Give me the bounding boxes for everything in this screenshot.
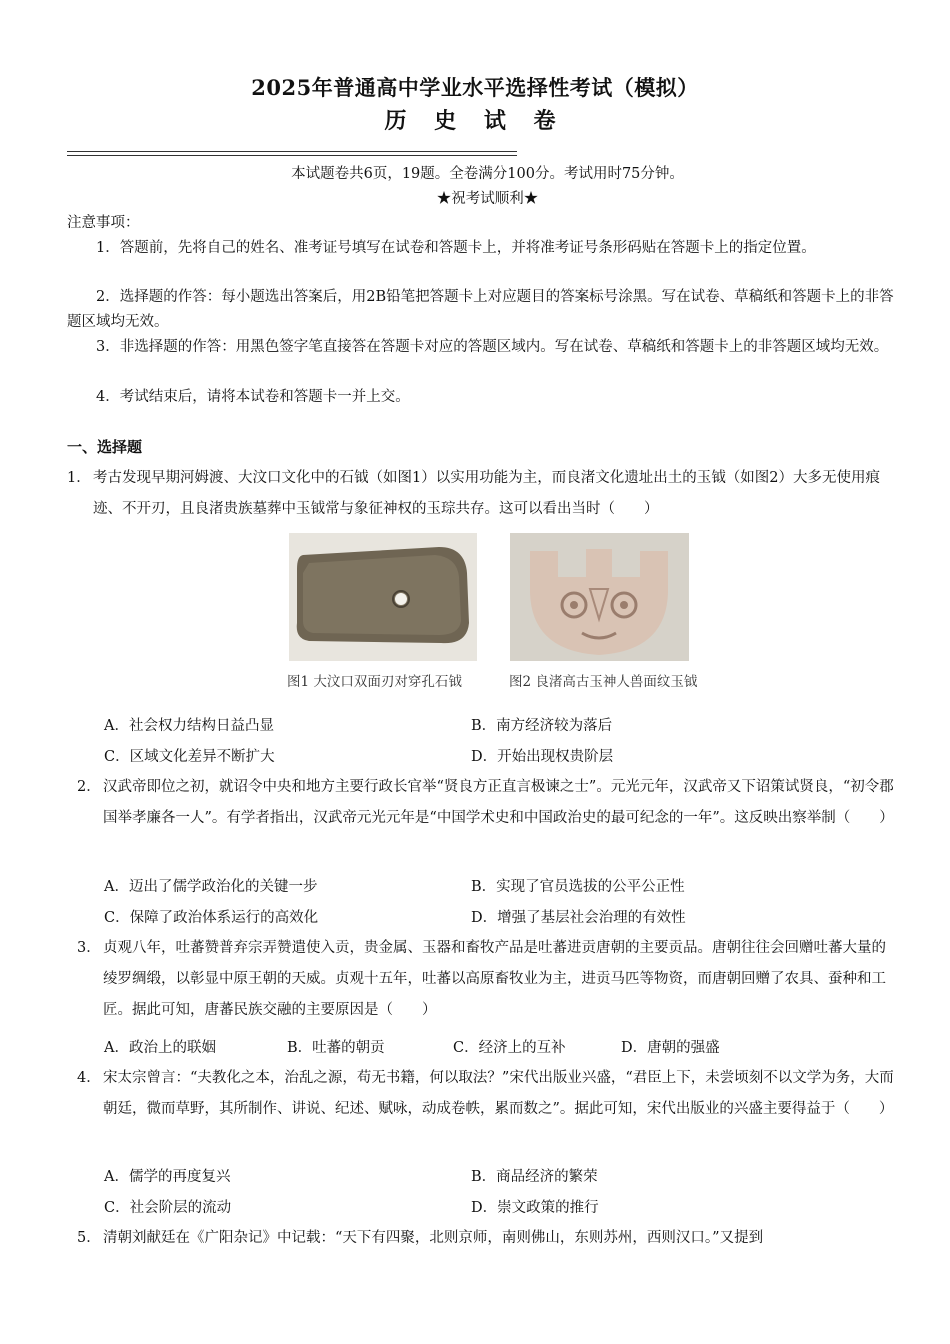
option-d[interactable]: D．唐朝的强盛 [621,1040,720,1056]
notice-label: 注意事项： [67,215,140,231]
option-d[interactable]: D．增强了基层社会治理的有效性 [471,910,686,926]
option-a[interactable]: A．政治上的联姻 [104,1040,216,1056]
option-c[interactable]: C．经济上的互补 [453,1040,566,1056]
divider [67,151,517,152]
exam-title: 2025年普通高中学业水平选择性考试（模拟） [251,75,699,100]
divider [67,155,517,156]
question-number: 5． [77,1230,101,1246]
option-b[interactable]: B．实现了官员选拔的公平公正性 [471,879,685,895]
figure-caption: 图1 大汶口双面刃对穿孔石钺 [287,674,462,690]
option-c[interactable]: C．社会阶层的流动 [104,1200,232,1216]
figure-caption: 图2 良渚高古玉神人兽面纹玉钺 [509,674,698,690]
question-1 [67,463,897,525]
exam-subtitle: 历 史 试 卷 [384,108,566,134]
exam-wish: ★祝考试顺利★ [436,191,539,207]
question-text: 考古发现早期河姆渡、大汶口文化中的石钺（如图1）以实用功能为主，而良渚文化遗址出土的玉钺（如图2）大多无使用痕迹、不开刃，且良渚贵族墓葬中玉钺常与象征神权的玉琮共存。这可以看出当时（ ） [93,470,880,517]
question-text: 汉武帝即位之初，就诏令中央和地方主要行政长官举“贤良方正直言极谏之士”。元光元年，汉武帝又下诏策试贤良，“初令郡国举孝廉各一人”。有学者指出，汉武帝元光元年是“中国学术史和中国政治史的最可纪念的一年”。这反映出察举制（ ） [103,779,894,826]
question-2 [67,772,897,834]
question-5 [67,1223,897,1254]
option-b[interactable]: B．商品经济的繁荣 [471,1169,598,1185]
notice-item: 1．答题前，先将自己的姓名、准考证号填写在试卷和答题卡上，并将准考证号条形码贴在答题卡上的指定位置。 [96,240,816,256]
option-d[interactable]: D．崇文政策的推行 [471,1200,599,1216]
question-text: 宋太宗曾言：“夫教化之本，治乱之源，苟无书籍，何以取法？”宋代出版业兴盛，“君臣上下，未尝顷刻不以文学为务，大而朝廷，微而草野，其所制作、讲说、纪述、赋咏，动成卷帙，累而数之”。据此可知，宋代出版业的兴盛主要得益于（ ） [103,1070,894,1117]
option-a[interactable]: A．迈出了儒学政治化的关键一步 [104,879,318,895]
option-b[interactable]: B．南方经济较为落后 [471,718,613,734]
question-number: 2． [77,779,101,795]
section-heading: 一、选择题 [67,438,143,456]
option-c[interactable]: C．区域文化差异不断扩大 [104,749,275,765]
option-c[interactable]: C．保障了政治体系运行的高效化 [104,910,319,926]
notice-item: 2．选择题的作答：每小题选出答案后，用2B铅笔把答题卡上对应题目的答案标号涂黑。写在试卷、草稿纸和答题卡上的非答题区域均无效。 [67,289,894,330]
notice-item: 3．非选择题的作答：用黑色签字笔直接答在答题卡对应的答题区域内。写在试卷、草稿纸和答题卡上的非答题区域均无效。 [96,339,889,355]
question-number: 4． [77,1070,101,1086]
question-number: 1． [67,470,91,486]
notice-item: 4．考试结束后，请将本试卷和答题卡一并上交。 [96,389,410,405]
question-text: 贞观八年，吐蕃赞普弃宗弄赞遣使入贡，贵金属、玉器和畜牧产品是吐蕃进贡唐朝的主要贡品。唐朝往往会回赠吐蕃大量的绫罗绸缎，以彰显中原王朝的天威。贞观十五年，吐蕃以高原畜牧业为主，进贡马匹等物资，而唐朝回赠了农具、蚕种和工匠。据此可知，唐蕃民族交融的主要原因是（ ） [103,940,886,1018]
option-d[interactable]: D．开始出现权贵阶层 [471,749,614,765]
question-number: 3． [77,940,101,956]
stone-axe-image [289,533,477,661]
option-b[interactable]: B．吐蕃的朝贡 [287,1040,385,1056]
jade-axe-image [510,533,689,661]
option-a[interactable]: A．社会权力结构日益凸显 [104,718,274,734]
question-3 [67,933,897,1026]
exam-info: 本试题卷共6页，19题。全卷满分100分。考试用时75分钟。 [291,166,684,182]
question-4 [67,1063,897,1125]
question-text: 清朝刘献廷在《广阳杂记》中记载：“天下有四聚，北则京师，南则佛山，东则苏州，西则汉口。”又提到 [103,1230,764,1246]
option-a[interactable]: A．儒学的再度复兴 [104,1169,231,1185]
